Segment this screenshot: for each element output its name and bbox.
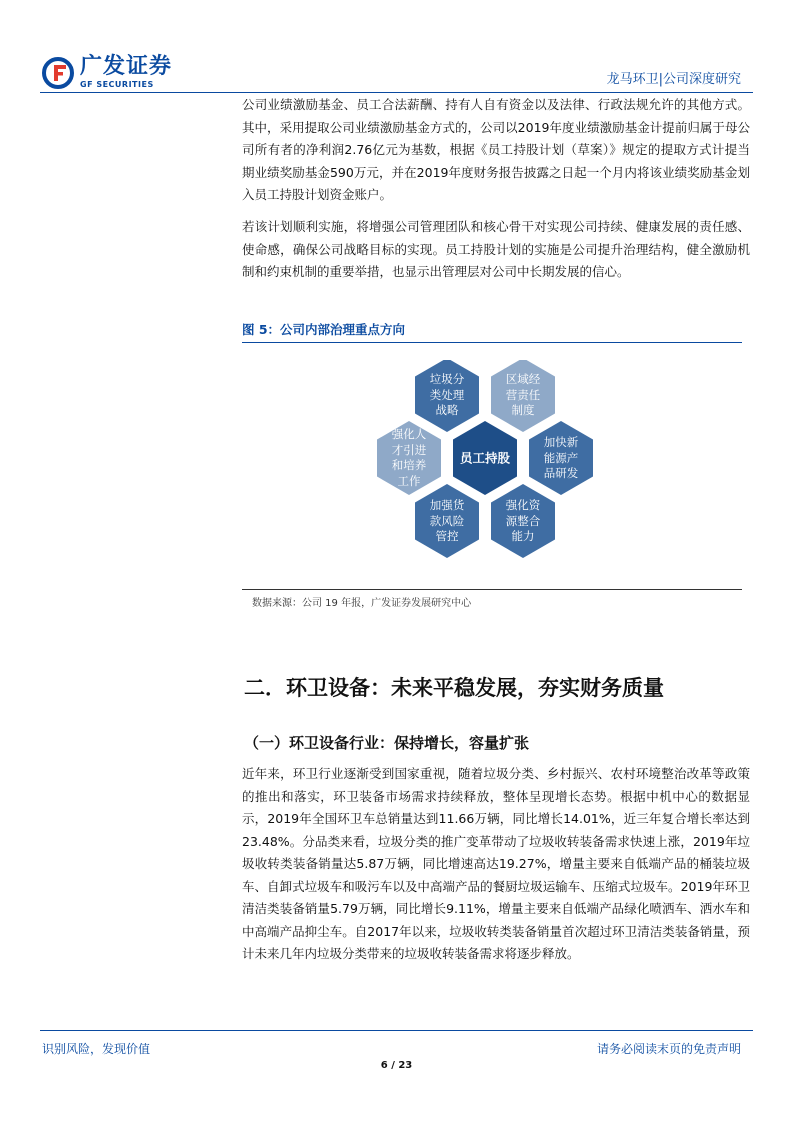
hexagon-label-new-energy: 加快新 能源产 品研发 xyxy=(543,434,579,480)
page-number: 6 / 23 xyxy=(380,1060,413,1071)
paragraph-plan-impact: 若该计划顺利实施，将增强公司管理团队和核心骨干对实现公司持续、健康发展的责任感、使命感，确保公司战略目标的实现。员工持股计划的实施是公司提升治理结构，健全激励机制和约束机制的重要举措，也显示出管理层对公司中长期发展的信心。 xyxy=(242,219,750,279)
hexagon-label-regional-management: 区域经 营责任 制度 xyxy=(505,371,541,417)
hexagon-label-garbage-sorting: 垃圾分 类处理 战略 xyxy=(429,371,465,417)
figure-title: 图 5：公司内部治理重点方向 xyxy=(242,322,406,337)
section-heading: 二．环卫设备：未来平稳发展，夯实财务质量 xyxy=(244,676,664,700)
gf-logo-icon xyxy=(42,57,74,89)
figure-bottom-rule xyxy=(242,589,742,590)
hexagon-label-resource-integration: 强化资 源整合 能力 xyxy=(505,497,541,543)
logo-en-text: GF SECURITIES xyxy=(80,80,154,89)
figure-source: 数据来源：公司 19 年报，广发证券发展研究中心 xyxy=(252,598,472,609)
footer-divider xyxy=(40,1030,753,1031)
header-divider xyxy=(40,92,753,93)
hexagon-label-talent: 强化人 才引进 和培养 工作 xyxy=(391,427,427,488)
footer-disclaimer: 请务必阅读末页的免责声明 xyxy=(596,1042,741,1056)
hexagon-label-center: 员工持股 xyxy=(459,450,511,466)
hexagon-label-risk-control: 加强货 款风险 管控 xyxy=(429,497,465,543)
section-subheading: （一）环卫设备行业：保持增长，容量扩张 xyxy=(244,734,530,752)
logo-cn-text: 广发证券 xyxy=(80,54,173,79)
paragraph-incentive-fund: 公司业绩激励基金、员工合法薪酬、持有人自有资金以及法律、行政法规允许的其他方式。其中，采用提取公司业绩激励基金方式的，公司以2019年度业绩激励基金计提前归属于母公司所有者的净利润2.76亿元为基数，根据《员工持股计划（草案）》规定的提取方式计提当期业绩奖励基金590万元，并在2019年度财务报告披露之日起一个月内将该业绩奖励基金划入员工持股计划资金账户。 xyxy=(242,97,750,202)
company-logo xyxy=(42,56,172,89)
figure-top-rule xyxy=(242,342,742,343)
paragraph-industry-growth: 近年来，环卫行业逐渐受到国家重视，随着垃圾分类、乡村振兴、农村环境整治改革等政策的推出和落实，环卫装备市场需求持续释放，整体呈现增长态势。根据中机中心的数据显示，2019年全国环卫车总销量达到11.66万辆，同比增长14.01%，近三年复合增长率达到23.48%。分品类来看，垃圾分类的推广变革带动了垃圾收转装备需求快速上涨，2019年垃圾收转类装备销量达5.87万辆，同比增速高达19.27%，增量主要来自低端产品的桶装垃圾车、自卸式垃圾车和吸污车以及中高端产品的餐厨垃圾运输车、压缩式垃圾车。2019年环卫清洁类装备销量5.79万辆，同比增长9.11%，增量主要来自低端产品绿化喷洒车、洒水车和中高端产品抑尘车。自2017年以来，垃圾收转类装备销量首次超过环卫清洁类装备销量，预计未来几年内垃圾分类带来的垃圾收转装备需求将逐步释放。 xyxy=(242,766,750,961)
footer-slogan: 识别风险，发现价值 xyxy=(42,1042,151,1056)
report-title: 龙马环卫|公司深度研究 xyxy=(606,72,741,87)
